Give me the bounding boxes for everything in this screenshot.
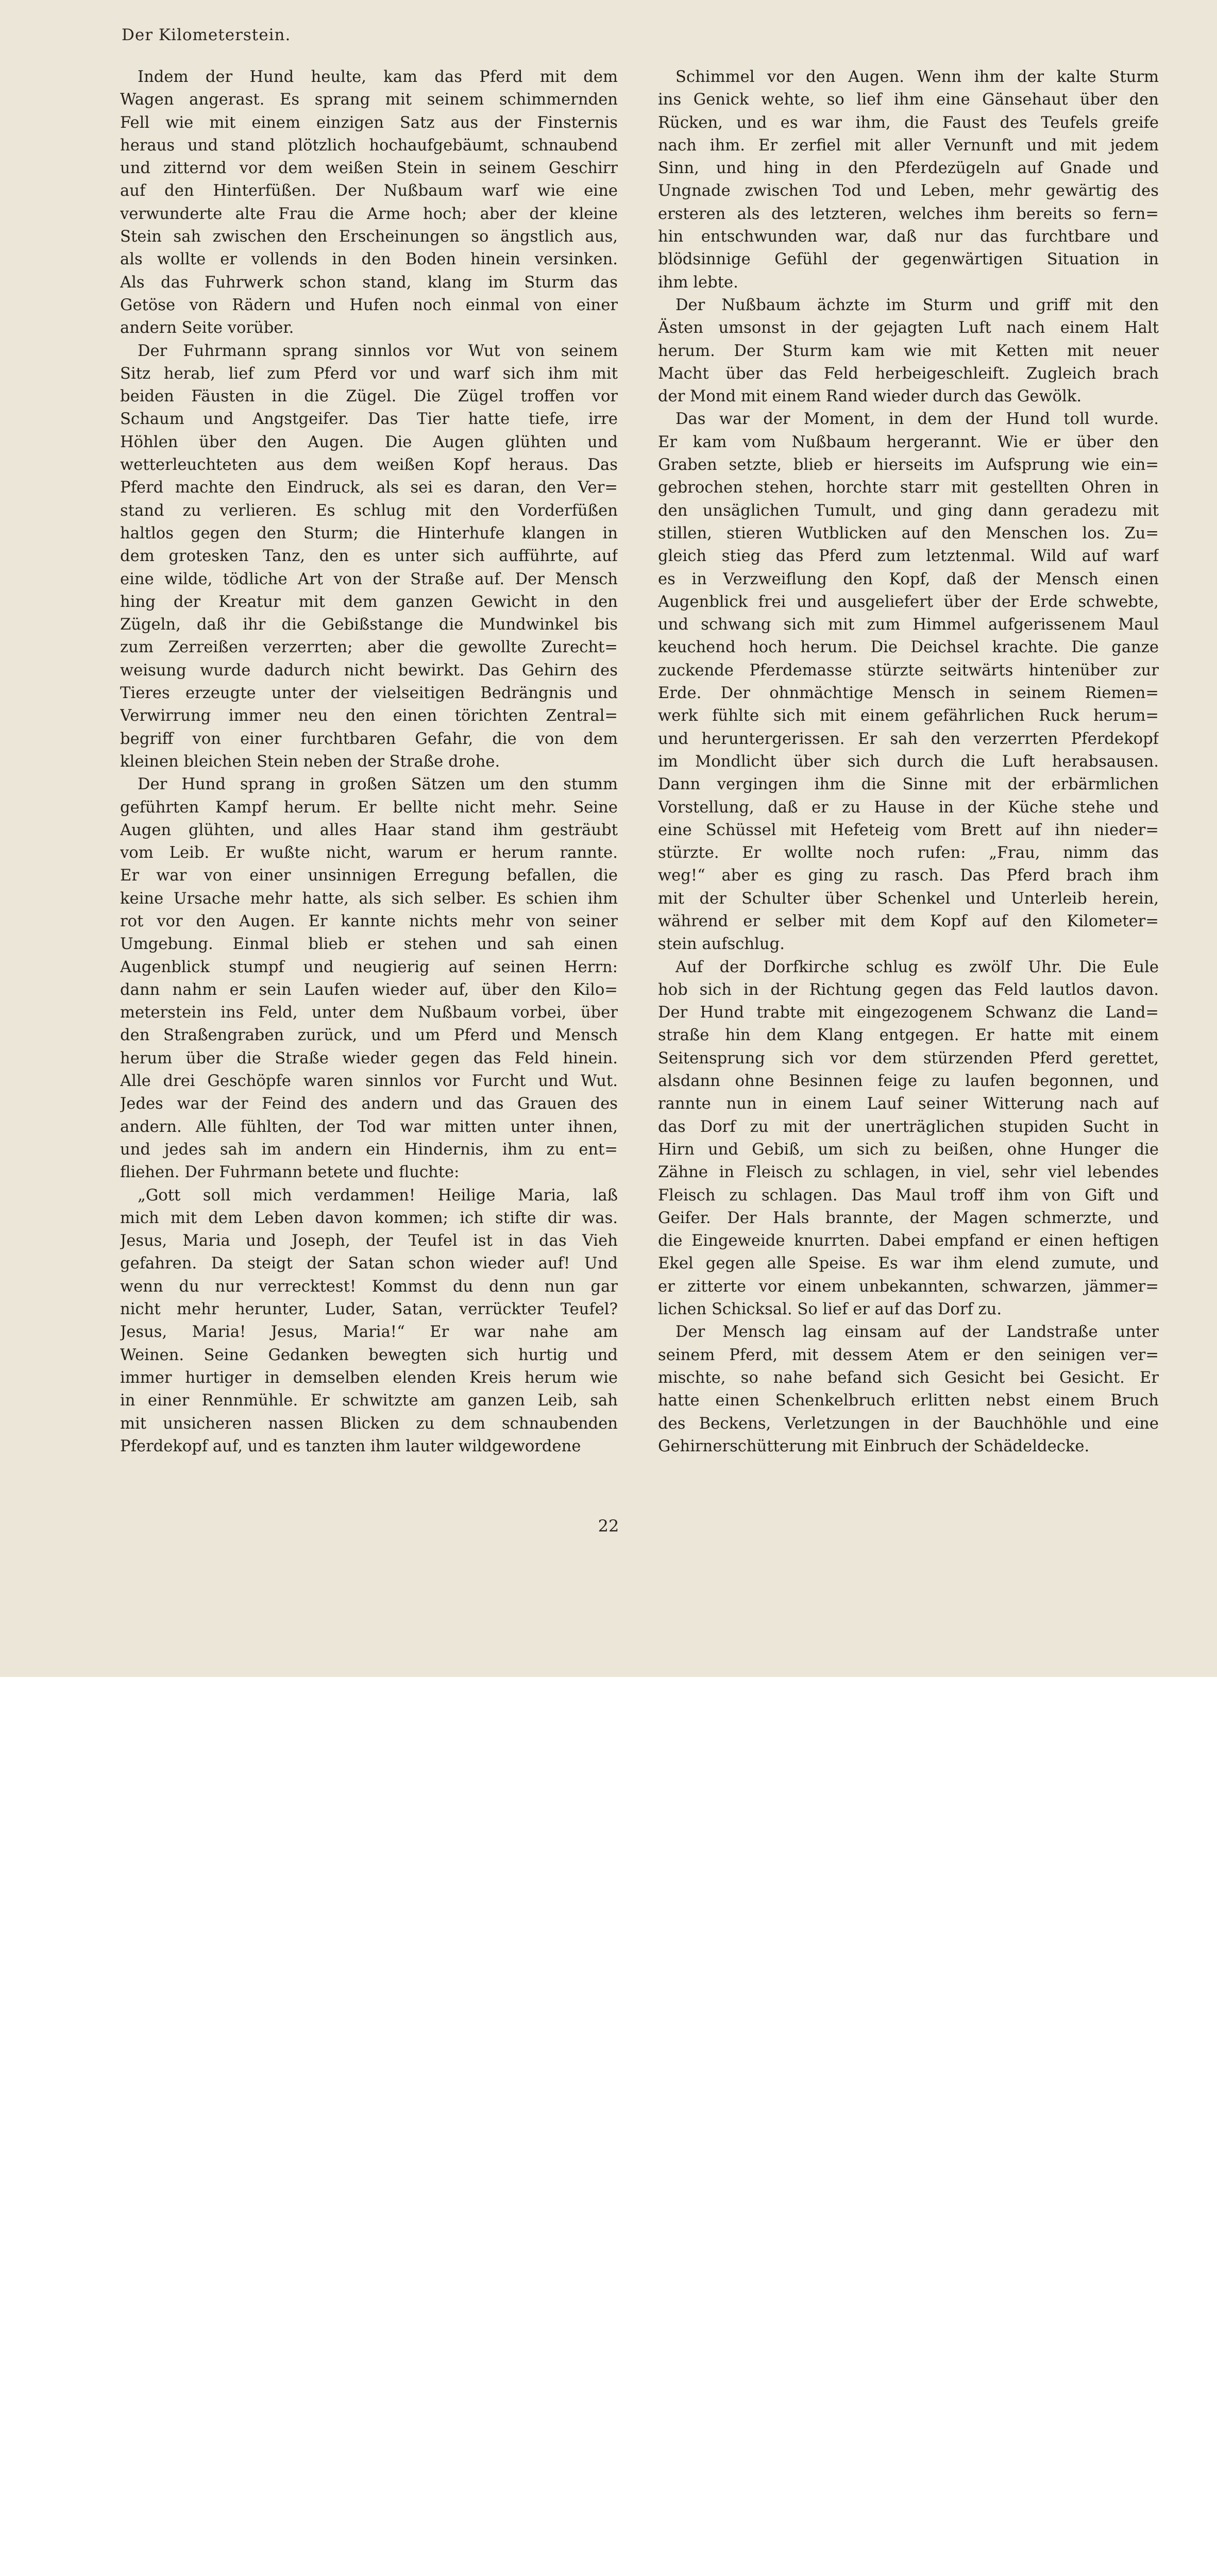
text-line: mischte, so nahe befand sich Gesicht bei Gesicht. Er: [658, 1368, 1159, 1387]
text-line: mit der Schulter über Schenkel und Unterleib herein,: [658, 889, 1159, 908]
text-line: und zitternd vor dem weißen Stein in seinem Geschirr: [120, 159, 618, 178]
text-line: stürzte. Er wollte noch rufen: „Frau, nimm das: [658, 844, 1159, 862]
text-line: lichen Schicksal. So lief er auf das Dorf zu.: [658, 1300, 1002, 1319]
text-line: Fell wie mit einem einzigen Satz aus der Finsternis: [120, 113, 618, 132]
text-line: Das war der Moment, in dem der Hund toll wurde.: [675, 410, 1159, 429]
text-line: gleich stieg das Pferd zum letztenmal. Wild auf warf: [658, 547, 1159, 566]
text-line: ins Genick wehte, so lief ihm eine Gänsehaut über den: [658, 91, 1159, 109]
text-line: Auf der Dorfkirche schlug es zwölf Uhr. Die Eule: [675, 958, 1159, 976]
text-line: Sinn, und hing in den Pferdezügeln auf Gnade und: [658, 159, 1159, 178]
text-line: Rücken, und es war ihm, die Faust des Teufels greife: [658, 113, 1159, 132]
text-line: Fleisch zu schlagen. Das Maul troff ihm von Gift und: [658, 1186, 1159, 1205]
text-line: wenn du nur verrecktest! Kommst du denn nun gar: [120, 1277, 618, 1296]
text-line: Der Nußbaum ächzte im Sturm und griff mit den: [675, 296, 1159, 314]
text-line: es in Verzweiflung den Kopf, daß der Mensch einen: [658, 570, 1159, 588]
text-line: rot vor den Augen. Er kannte nichts mehr von seiner: [120, 912, 618, 930]
text-line: haltlos gegen den Sturm; die Hinterhufe klangen in: [120, 524, 618, 543]
text-line: und heruntergerissen. Er sah den verzerrten Pferdekopf: [658, 730, 1159, 748]
text-line: stillen, stieren Wutblicken auf den Menschen los. Zu=: [658, 524, 1159, 543]
text-line: Getöse von Rädern und Hufen noch einmal von einer: [120, 296, 618, 314]
text-line: dann nahm er sein Laufen wieder auf, über den Kilo=: [120, 980, 618, 999]
paragraph: [658, 66, 1159, 294]
text-line: Der Hund sprang in großen Sätzen um den stumm: [138, 775, 618, 794]
text-line: geführten Kampf herum. Er bellte nicht mehr. Seine: [120, 798, 618, 817]
text-line: keine Ursache mehr hatte, als sich selber. Es schien ihm: [120, 889, 618, 908]
text-line: blödsinnige Gefühl der gegenwärtigen Situation in: [658, 250, 1159, 269]
text-line: Gehirnerschütterung mit Einbruch der Schädeldecke.: [658, 1437, 1090, 1455]
text-line: herum über die Straße wieder gegen das Feld hinein.: [120, 1049, 618, 1067]
text-line: „Gott soll mich verdammen! Heilige Maria, laß: [138, 1186, 618, 1205]
text-line: wetterleuchteten aus dem weißen Kopf heraus. Das: [120, 456, 618, 474]
text-line: Umgebung. Einmal blieb er stehen und sah einen: [120, 935, 618, 954]
paragraph: [658, 294, 1159, 408]
text-line: Jedes war der Feind des andern und das Grauen des: [120, 1095, 618, 1113]
text-line: nicht mehr herunter, Luder, Satan, verrückter Teufel?: [120, 1300, 618, 1319]
text-line: Ekel gegen alle Speise. Es war ihm elend zumute, und: [658, 1255, 1159, 1273]
text-line: ersteren als des letzteren, welches ihm bereits so fern=: [658, 205, 1159, 223]
text-line: Schimmel vor den Augen. Wenn ihm der kalte Sturm: [675, 68, 1159, 86]
text-line: die Eingeweide knurrten. Dabei empfand er einen heftigen: [658, 1232, 1159, 1250]
text-line: Zähne in Fleisch zu schlagen, in viel, sehr viel lebendes: [658, 1163, 1159, 1182]
text-line: Er war von einer unsinnigen Erregung befallen, die: [120, 867, 618, 885]
text-line: er zitterte vor einem unbekannten, schwarzen, jämmer=: [658, 1277, 1159, 1296]
text-line: mit unsicheren nassen Blicken zu dem schnaubenden: [120, 1414, 618, 1433]
text-line: Jesus, Maria und Joseph, der Teufel ist in das Vieh: [120, 1232, 618, 1250]
text-line: den Straßengraben zurück, und um Pferd und Mensch: [120, 1026, 618, 1045]
text-line: Der Fuhrmann sprang sinnlos vor Wut von seinem: [138, 342, 618, 360]
text-line: hatte einen Schenkelbruch erlitten nebst einem Bruch: [658, 1392, 1159, 1410]
text-line: Sitz herab, lief zum Pferd vor und warf sich ihm mit: [120, 364, 618, 383]
text-line: verwunderte alte Frau die Arme hoch; aber der kleine: [120, 205, 618, 223]
text-line: Ungnade zwischen Tod und Leben, mehr gewärtig des: [658, 182, 1159, 200]
text-line: eine Schüssel mit Hefeteig vom Brett auf ihn nieder=: [658, 821, 1159, 839]
text-line: rannte nun in einem Lauf seiner Witterung nach auf: [658, 1095, 1159, 1113]
text-line: als wollte er vollends in den Boden hinein versinken.: [120, 250, 618, 269]
text-line: im Mondlicht über sich durch die Luft herabsausen.: [658, 752, 1159, 771]
text-line: meterstein ins Feld, unter dem Nußbaum vorbei, über: [120, 1004, 618, 1022]
text-line: gebrochen stehen, horchte starr mit gestellten Ohren in: [658, 479, 1159, 497]
text-line: Wagen angerast. Es sprang mit seinem schimmernden: [120, 91, 618, 109]
text-line: begriff von einer furchtbaren Gefahr, die von dem: [120, 730, 618, 748]
text-line: hing der Kreatur mit dem ganzen Gewicht in den: [120, 592, 618, 611]
text-line: kleinen bleichen Stein neben der Straße drohe.: [120, 752, 500, 771]
text-line: Verwirrung immer neu den einen törichten Zentral=: [120, 707, 618, 725]
text-line: Als das Fuhrwerk schon stand, klang im Sturm das: [120, 273, 618, 292]
text-line: eine wilde, tödliche Art von der Straße auf. Der Mensch: [120, 570, 618, 588]
text-line: keuchend hoch herum. Die Deichsel krachte. Die ganze: [658, 638, 1159, 657]
paragraph: [658, 956, 1159, 1321]
left-text-column: [120, 66, 618, 1458]
text-line: weisung wurde dadurch nicht bewirkt. Das Gehirn des: [120, 661, 618, 680]
text-line: des Beckens, Verletzungen in der Bauchhöhle und eine: [658, 1414, 1159, 1433]
text-line: Tieres erzeugte unter der vielseitigen Bedrängnis und: [120, 684, 618, 703]
text-line: in einer Rennmühle. Er schwitzte am ganzen Leib, sah: [120, 1392, 618, 1410]
text-line: weg!“ aber es ging zu rasch. Das Pferd brach ihm: [658, 867, 1159, 885]
text-line: stein aufschlug.: [658, 935, 785, 954]
text-line: Höhlen über den Augen. Die Augen glühten und: [120, 433, 618, 451]
text-line: Indem der Hund heulte, kam das Pferd mit dem: [138, 68, 618, 86]
text-line: auf den Hinterfüßen. Der Nußbaum warf wie eine: [120, 182, 618, 200]
text-line: Der Mensch lag einsam auf der Landstraße unter: [675, 1323, 1159, 1342]
text-line: Alle drei Geschöpfe waren sinnlos vor Furcht und Wut.: [120, 1072, 618, 1091]
text-line: Weinen. Seine Gedanken bewegten sich hurtig und: [120, 1346, 618, 1364]
text-line: Vorstellung, daß er zu Hause in der Küche stehe und: [658, 798, 1159, 817]
text-line: hob sich in der Richtung gegen das Feld lautlos davon.: [658, 980, 1159, 999]
text-line: beiden Fäusten in die Zügel. Die Zügel troffen vor: [120, 387, 618, 406]
text-line: stand zu verlieren. Es schlug mit den Vorderfüßen: [120, 501, 618, 520]
text-line: Pferd machte den Eindruck, als sei es daran, den Ver=: [120, 479, 618, 497]
text-line: Pferdekopf auf, und es tanzten ihm lauter wildgewordene: [120, 1437, 581, 1455]
text-line: während er selber mit dem Kopf auf den Kilometer=: [658, 912, 1159, 930]
text-line: werk fühlte sich mit einem gefährlichen Ruck herum=: [658, 707, 1159, 725]
running-head: Der Kilometerstein.: [122, 26, 291, 44]
paragraph: [120, 66, 618, 340]
text-line: Erde. Der ohnmächtige Mensch in seinem Riemen=: [658, 684, 1159, 703]
text-line: Stein sah zwischen den Erscheinungen so ängstlich aus,: [120, 228, 618, 246]
text-line: hin entschwunden war, daß nur das furchtbare und: [658, 228, 1159, 246]
text-line: dem grotesken Tanz, den es unter sich aufführte, auf: [120, 547, 618, 566]
text-line: fliehen. Der Fuhrmann betete und fluchte:: [120, 1163, 460, 1182]
text-line: den unsäglichen Tumult, und ging dann geradezu mit: [658, 501, 1159, 520]
text-line: Augen glühten, und alles Haar stand ihm gesträubt: [120, 821, 618, 839]
text-line: Graben setzte, blieb er hierseits im Aufsprung wie ein=: [658, 456, 1159, 474]
text-line: gefahren. Da steigt der Satan schon wieder auf! Und: [120, 1255, 618, 1273]
text-line: immer hurtiger in demselben elenden Kreis herum wie: [120, 1368, 618, 1387]
text-line: Schaum und Angstgeifer. Das Tier hatte tiefe, irre: [120, 410, 618, 429]
text-line: Hirn und Gebiß, um sich zu beißen, ohne Hunger die: [658, 1140, 1159, 1159]
text-line: Ästen umsonst in der gejagten Luft nach einem Halt: [658, 319, 1159, 337]
paragraph: [658, 408, 1159, 956]
text-line: Seitensprung sich vor dem stürzenden Pferd gerettet,: [658, 1049, 1159, 1067]
text-line: nach ihm. Er zerfiel mit aller Vernunft und mit jedem: [658, 136, 1159, 155]
footer-bar: [0, 1677, 1217, 1763]
text-line: herum. Der Sturm kam wie mit Ketten mit neuer: [658, 342, 1159, 360]
text-line: ihm lebte.: [658, 273, 738, 292]
paragraph: [120, 773, 618, 1184]
text-line: Zügeln, daß ihr die Gebißstange die Mundwinkel bis: [120, 616, 618, 634]
text-line: und schwang sich mit zum Himmel aufgerissenem Maul: [658, 616, 1159, 634]
text-line: und jedes sah im andern ein Hindernis, ihm zu ent=: [120, 1140, 618, 1159]
text-line: zum Zerreißen verzerrten; aber die gewollte Zurecht=: [120, 638, 618, 657]
text-line: Dann vergingen ihm die Sinne mit der erbärmlichen: [658, 775, 1159, 794]
text-line: Macht über das Feld herbeigeschleift. Zugleich brach: [658, 364, 1159, 383]
text-line: alsdann ohne Besinnen feige zu laufen begonnen, und: [658, 1072, 1159, 1091]
text-line: heraus und stand plötzlich hochaufgebäumt, schnaubend: [120, 136, 618, 155]
text-line: Augenblick stumpf und neugierig auf seinen Herrn:: [120, 958, 618, 976]
text-line: Jesus, Maria! Jesus, Maria!“ Er war nahe am: [120, 1323, 618, 1342]
text-line: Augenblick frei und ausgeliefert über der Erde schwebte,: [658, 592, 1159, 611]
text-line: andern. Alle fühlten, der Tod war mitten unter ihnen,: [120, 1117, 618, 1136]
text-line: Er kam vom Nußbaum hergerannt. Wie er über den: [658, 433, 1159, 451]
text-line: Der Hund trabte mit eingezogenem Schwanz die Land=: [658, 1004, 1159, 1022]
text-line: andern Seite vorüber.: [120, 319, 294, 337]
paragraph: [120, 340, 618, 774]
text-line: vom Leib. Er wußte nicht, warum er herum rannte.: [120, 844, 618, 862]
text-line: das Dorf zu mit der unerträglichen stupiden Sucht in: [658, 1117, 1159, 1136]
text-line: mich mit dem Leben davon kommen; ich stifte dir was.: [120, 1209, 618, 1227]
text-line: zuckende Pferdemasse stürzte seitwärts hintenüber zur: [658, 661, 1159, 680]
paragraph: [658, 1321, 1159, 1458]
text-line: seinem Pferd, mit dessem Atem er den seinigen ver=: [658, 1346, 1159, 1364]
text-line: straße hin dem Klang entgegen. Er hatte mit einem: [658, 1026, 1159, 1045]
text-line: der Mond mit einem Rand wieder durch das Gewölk.: [658, 387, 1082, 406]
text-line: Geifer. Der Hals brannte, der Magen schmerzte, und: [658, 1209, 1159, 1227]
paragraph: [120, 1184, 618, 1459]
page-number: 22: [598, 1516, 619, 1536]
right-text-column: [658, 66, 1159, 1458]
